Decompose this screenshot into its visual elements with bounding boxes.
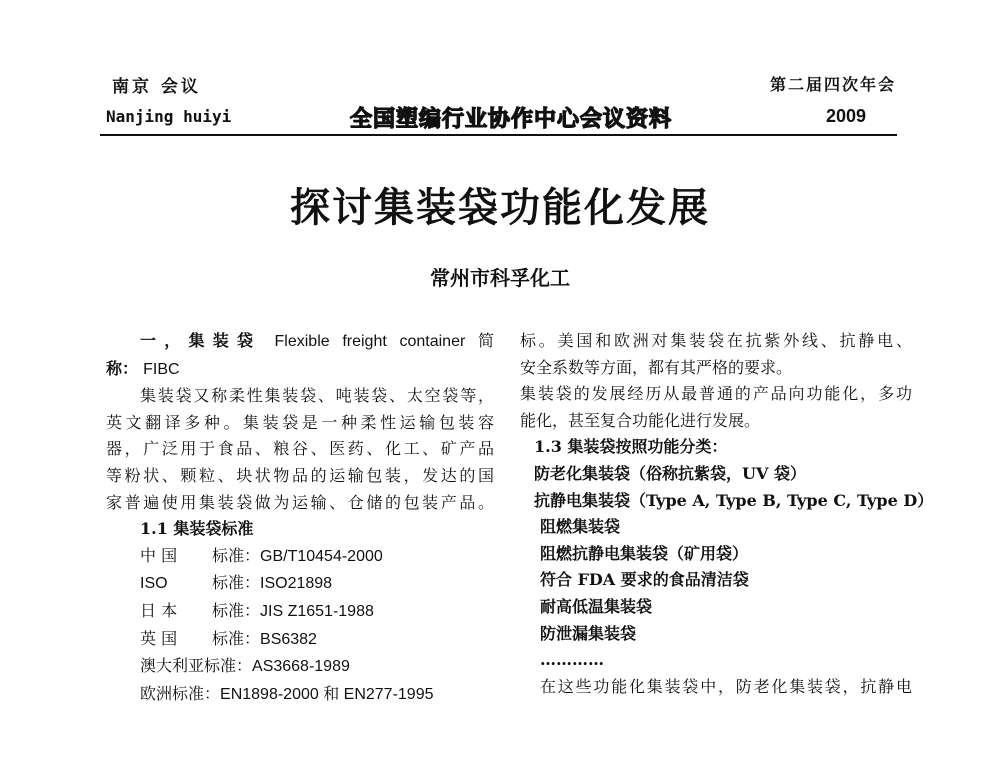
bag-type-item: 耐高低温集装袋 bbox=[540, 596, 653, 616]
bag-type-item: 防老化集装袋（俗称抗紫袋，UV 袋） bbox=[534, 463, 806, 483]
header-divider bbox=[100, 134, 897, 136]
classification-heading: 1.3 集装袋按照功能分类： bbox=[534, 437, 728, 457]
section1-heading-line2 bbox=[106, 356, 494, 384]
paragraph-line: 等粉状、颗粒、块状物品的运输包装，发达的国 bbox=[106, 465, 494, 485]
bag-type-item: 符合 FDA 要求的食品清洁袋 bbox=[540, 570, 749, 590]
bag-type-item: 抗静电集装袋（Type A, Type B, Type C, Type D） bbox=[534, 490, 934, 510]
paragraph-line: 器，广泛用于食品、粮谷、医药、化工、矿产品 bbox=[106, 439, 494, 459]
standard-country: 英 国 bbox=[140, 628, 178, 648]
left-column bbox=[106, 328, 494, 708]
paragraph-line: 集装袋又称柔性集装袋、吨装袋、太空袋等， bbox=[140, 386, 494, 406]
standard-label: 标准： bbox=[212, 573, 261, 593]
standard-country: 澳大利亚标准： bbox=[140, 656, 253, 676]
standard-country: 中 国 bbox=[140, 545, 178, 565]
standard-label: 标准： bbox=[212, 600, 261, 620]
section1-heading-abbr: FIBC bbox=[143, 360, 180, 378]
bag-type-item: 防泄漏集装袋 bbox=[540, 623, 637, 643]
paragraph-line: 在这些功能化集装袋中，防老化集装袋，抗静电 bbox=[540, 676, 912, 696]
paragraph-line: 英文翻译多种。集装袋是一种柔性运输包装容 bbox=[106, 412, 494, 432]
paragraph-line: 集装袋的发展经历从最普通的产品向功能化，多功 bbox=[520, 384, 912, 404]
header-meeting-cn: 南京 会议 bbox=[112, 77, 201, 97]
article-title: 探讨集装袋功能化发展 bbox=[290, 184, 710, 231]
standard-value: GB/T10454-2000 bbox=[260, 547, 383, 565]
section1-heading: 一，集装袋 bbox=[140, 331, 262, 350]
section1-heading-prefix: 称： bbox=[106, 358, 139, 378]
section1-heading-line bbox=[106, 328, 494, 356]
standard-country: 欧洲标准： bbox=[140, 683, 221, 703]
standard-row bbox=[106, 681, 494, 709]
header-meeting-en: Nanjing huiyi bbox=[106, 107, 232, 126]
paragraph-line: 能化，甚至复合功能化进行发展。 bbox=[520, 410, 761, 430]
standard-row bbox=[106, 543, 494, 571]
bag-type-item: 阻燃抗静电集装袋（矿用袋） bbox=[540, 543, 749, 563]
standards-heading: 1.1 集装袋标准 bbox=[140, 519, 254, 539]
standard-row bbox=[106, 626, 494, 654]
standard-label: 标准： bbox=[212, 545, 261, 565]
standard-label: 标准： bbox=[212, 628, 261, 648]
standard-value: ISO21898 bbox=[260, 575, 333, 593]
header-year: 2009 bbox=[826, 106, 867, 126]
standard-value: BS6382 bbox=[260, 630, 317, 648]
standard-row bbox=[106, 570, 494, 598]
paragraph-line: 家普遍使用集装袋做为运输、仓储的包装产品。 bbox=[106, 492, 494, 512]
header-publication-title: 全国塑编行业协作中心会议资料 bbox=[350, 107, 673, 132]
standard-value: AS3668-1989 bbox=[252, 658, 350, 676]
article-author: 常州市科孚化工 bbox=[430, 266, 570, 290]
header-session: 第二届四次年会 bbox=[770, 75, 897, 94]
bag-type-item: 阻燃集装袋 bbox=[540, 517, 621, 537]
standard-value: EN1898-2000 和 EN277-1995 bbox=[220, 685, 434, 703]
ellipsis: ………… bbox=[540, 650, 604, 670]
standard-country: ISO bbox=[140, 575, 168, 593]
right-column bbox=[520, 328, 934, 700]
paragraph-line: 安全系数等方面，都有其严格的要求。 bbox=[520, 357, 793, 377]
standard-value: JIS Z1651-1988 bbox=[260, 602, 374, 620]
standard-row bbox=[106, 598, 494, 626]
standard-country: 日 本 bbox=[140, 600, 178, 620]
standard-row bbox=[106, 653, 494, 681]
section1-heading-en: Flexible freight container 简 bbox=[274, 333, 494, 350]
paragraph-line: 标。美国和欧洲对集装袋在抗紫外线、抗静电、 bbox=[520, 331, 912, 350]
